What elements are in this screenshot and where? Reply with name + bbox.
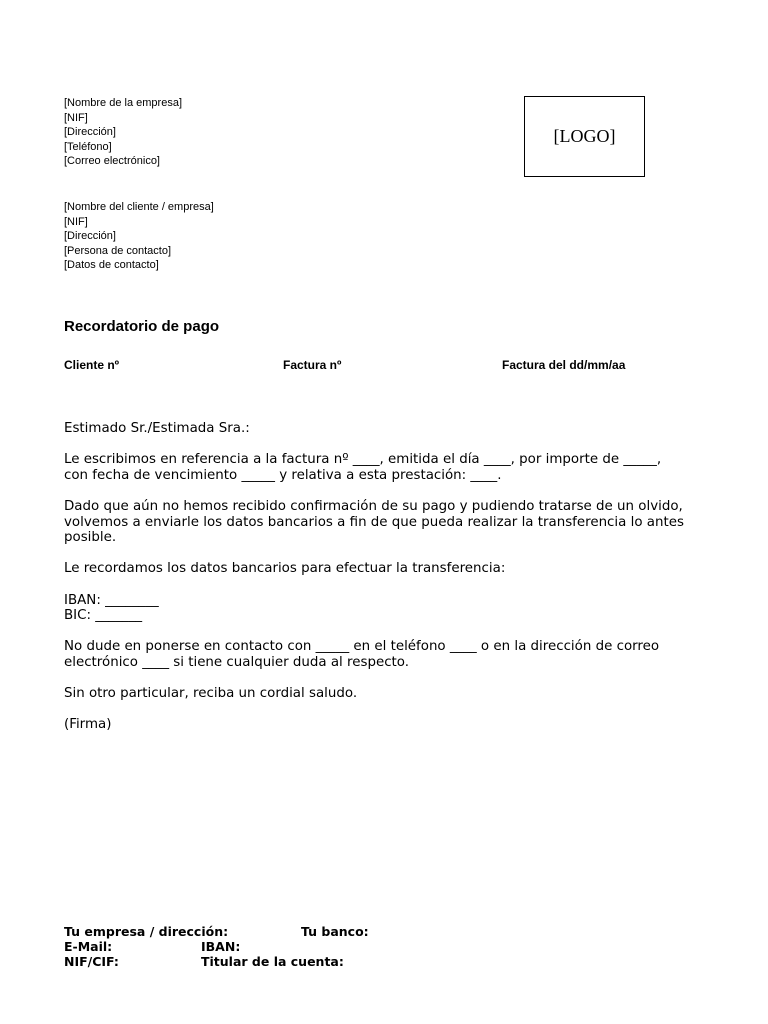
- paragraph-contact: No dude en ponerse en contacto con _____ en el teléfono ____ o en la dirección de correo electrónico ____ si tiene cualquier duda al respecto.: [64, 639, 660, 670]
- client-address: [Dirección]: [64, 230, 116, 243]
- greeting: Estimado Sr./Estimada Sra.:: [64, 421, 250, 436]
- sender-company-name: [Nombre de la empresa]: [64, 97, 182, 109]
- closing: Sin otro particular, reciba un cordial saludo.: [64, 686, 358, 702]
- footer-iban: IBAN:: [201, 939, 241, 954]
- iban-line: IBAN: ________: [64, 592, 159, 608]
- client-name: [Nombre del cliente / empresa]: [64, 201, 214, 213]
- page-title: Recordatorio de pago: [64, 318, 220, 335]
- bank-details: [64, 593, 744, 624]
- footer-account-holder: Titular de la cuenta:: [201, 954, 344, 969]
- paragraph-bank-details-intro: Le recordamos los datos bancarios para efectuar la transferencia:: [64, 561, 506, 577]
- sender-block: [64, 96, 182, 169]
- bic-line: BIC: _______: [64, 608, 143, 624]
- client-nif: [NIF]: [64, 215, 88, 228]
- client-number-label: Cliente nº: [64, 358, 120, 372]
- sender-nif: [NIF]: [64, 111, 88, 124]
- sender-phone: [Teléfono]: [64, 140, 112, 153]
- footer-email: E-Mail:: [64, 939, 113, 954]
- footer-nif: NIF/CIF:: [64, 954, 119, 969]
- footer-company-address: Tu empresa / dirección:: [64, 924, 229, 939]
- paragraph-invoice-reference: Le escribimos en referencia a la factura nº ____, emitida el día ____, por importe de _____, con fecha de vencimiento _____ y relativa a esta prestación: ____.: [64, 452, 662, 483]
- client-block: [64, 200, 214, 273]
- invoice-number-label: Factura nº: [283, 358, 342, 372]
- sender-address: [Dirección]: [64, 126, 116, 139]
- letter-body: [64, 421, 744, 748]
- client-contact-person: [Persona de contacto]: [64, 244, 172, 257]
- sender-email: [Correo electrónico]: [64, 155, 160, 168]
- logo-label: [LOGO]: [553, 126, 616, 146]
- client-contact-data: [Datos de contacto]: [64, 259, 159, 272]
- logo-placeholder: [524, 96, 645, 177]
- signature-placeholder: (Firma): [64, 717, 112, 733]
- invoice-date-label: Factura del dd/mm/aa: [502, 358, 626, 372]
- footer-bank: Tu banco:: [301, 924, 369, 939]
- paragraph-payment-pending: Dado que aún no hemos recibido confirmación de su pago y pudiendo tratarse de un olvido, volvemos a enviarle los datos bancarios a fin de que pueda realizar la transferencia lo antes posible.: [64, 498, 684, 546]
